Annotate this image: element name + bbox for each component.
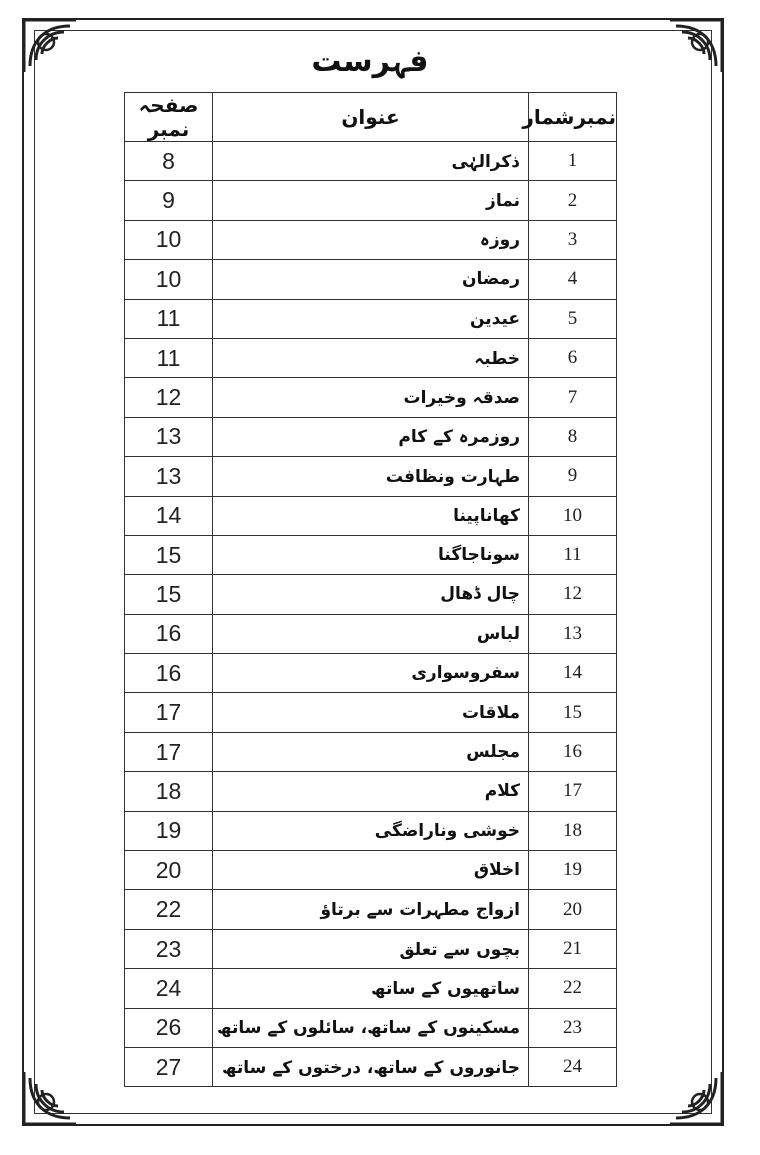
table-body bbox=[125, 142, 617, 1087]
serial-number-cell: 8 bbox=[529, 417, 617, 456]
table-row bbox=[125, 260, 617, 299]
topic-title-cell: عیدین bbox=[213, 299, 529, 338]
page-number-cell: 10 bbox=[125, 220, 213, 259]
serial-number-cell: 6 bbox=[529, 338, 617, 377]
serial-number-cell: 14 bbox=[529, 654, 617, 693]
topic-title-cell: نماز bbox=[213, 181, 529, 220]
topic-title-cell: لباس bbox=[213, 614, 529, 653]
header-serial: نمبرشمار bbox=[529, 93, 617, 142]
page-number-cell: 24 bbox=[125, 969, 213, 1008]
table-row bbox=[125, 181, 617, 220]
page-number-cell: 11 bbox=[125, 299, 213, 338]
page-number-cell: 10 bbox=[125, 260, 213, 299]
topic-title-cell: مسکینوں کے ساتھ، سائلوں کے ساتھ bbox=[213, 1008, 529, 1047]
serial-number-cell: 17 bbox=[529, 772, 617, 811]
serial-number-cell: 21 bbox=[529, 929, 617, 968]
page-number-cell: 8 bbox=[125, 142, 213, 181]
page-number-cell: 14 bbox=[125, 496, 213, 535]
table-row bbox=[125, 575, 617, 614]
topic-title-cell: کھاناپینا bbox=[213, 496, 529, 535]
serial-number-cell: 5 bbox=[529, 299, 617, 338]
topic-title-cell: مجلس bbox=[213, 732, 529, 771]
topic-title-cell: جانوروں کے ساتھ، درختوں کے ساتھ bbox=[213, 1047, 529, 1086]
topic-title-cell: ذکرالہٰی bbox=[213, 142, 529, 181]
table-row bbox=[125, 535, 617, 574]
table-header-row bbox=[125, 93, 617, 142]
serial-number-cell: 22 bbox=[529, 969, 617, 1008]
serial-number-cell: 13 bbox=[529, 614, 617, 653]
page-number-cell: 26 bbox=[125, 1008, 213, 1047]
table-row bbox=[125, 614, 617, 653]
page-number-cell: 17 bbox=[125, 732, 213, 771]
topic-title-cell: خوشی وناراضگی bbox=[213, 811, 529, 850]
serial-number-cell: 10 bbox=[529, 496, 617, 535]
table-row bbox=[125, 654, 617, 693]
serial-number-cell: 1 bbox=[529, 142, 617, 181]
table-row bbox=[125, 220, 617, 259]
topic-title-cell: سفروسواری bbox=[213, 654, 529, 693]
topic-title-cell: کلام bbox=[213, 772, 529, 811]
serial-number-cell: 23 bbox=[529, 1008, 617, 1047]
header-topic: عنوان bbox=[213, 93, 529, 142]
corner-ornament-bottom-right bbox=[666, 1068, 726, 1128]
topic-title-cell: طہارت ونظافت bbox=[213, 457, 529, 496]
page-number-cell: 16 bbox=[125, 614, 213, 653]
table-row bbox=[125, 496, 617, 535]
table-row bbox=[125, 693, 617, 732]
topic-title-cell: ساتھیوں کے ساتھ bbox=[213, 969, 529, 1008]
table-row bbox=[125, 417, 617, 456]
serial-number-cell: 18 bbox=[529, 811, 617, 850]
topic-title-cell: اخلاق bbox=[213, 851, 529, 890]
table-row bbox=[125, 457, 617, 496]
page-number-cell: 12 bbox=[125, 378, 213, 417]
table-row bbox=[125, 772, 617, 811]
table-of-contents bbox=[124, 92, 617, 1087]
serial-number-cell: 19 bbox=[529, 851, 617, 890]
serial-number-cell: 12 bbox=[529, 575, 617, 614]
page-number-cell: 22 bbox=[125, 890, 213, 929]
page-number-cell: 23 bbox=[125, 929, 213, 968]
serial-number-cell: 3 bbox=[529, 220, 617, 259]
serial-number-cell: 24 bbox=[529, 1047, 617, 1086]
page-number-cell: 15 bbox=[125, 535, 213, 574]
topic-title-cell: ازواج مطہرات سے برتاؤ bbox=[213, 890, 529, 929]
page-number-cell: 18 bbox=[125, 772, 213, 811]
page-number-cell: 9 bbox=[125, 181, 213, 220]
serial-number-cell: 2 bbox=[529, 181, 617, 220]
page-number-cell: 13 bbox=[125, 457, 213, 496]
page-number-cell: 20 bbox=[125, 851, 213, 890]
header-page: صفحہ نمبر bbox=[125, 93, 213, 142]
page-number-cell: 16 bbox=[125, 654, 213, 693]
topic-title-cell: رمضان bbox=[213, 260, 529, 299]
table-row bbox=[125, 732, 617, 771]
table-row bbox=[125, 969, 617, 1008]
topic-title-cell: روزہ bbox=[213, 220, 529, 259]
page-title: فہرست bbox=[311, 44, 429, 79]
page-number-cell: 27 bbox=[125, 1047, 213, 1086]
table-row bbox=[125, 142, 617, 181]
table-row bbox=[125, 1047, 617, 1086]
serial-number-cell: 11 bbox=[529, 535, 617, 574]
table-row bbox=[125, 929, 617, 968]
table-row bbox=[125, 1008, 617, 1047]
topic-title-cell: بچوں سے تعلق bbox=[213, 929, 529, 968]
page-number-cell: 15 bbox=[125, 575, 213, 614]
table-row bbox=[125, 338, 617, 377]
serial-number-cell: 7 bbox=[529, 378, 617, 417]
topic-title-cell: ملاقات bbox=[213, 693, 529, 732]
serial-number-cell: 15 bbox=[529, 693, 617, 732]
page-number-cell: 11 bbox=[125, 338, 213, 377]
topic-title-cell: روزمرہ کے کام bbox=[213, 417, 529, 456]
serial-number-cell: 9 bbox=[529, 457, 617, 496]
table-row bbox=[125, 811, 617, 850]
topic-title-cell: سوناجاگنا bbox=[213, 535, 529, 574]
page-number-cell: 19 bbox=[125, 811, 213, 850]
topic-title-cell: خطبہ bbox=[213, 338, 529, 377]
table-row bbox=[125, 890, 617, 929]
corner-ornament-bottom-left bbox=[20, 1068, 80, 1128]
serial-number-cell: 20 bbox=[529, 890, 617, 929]
topic-title-cell: صدقہ وخیرات bbox=[213, 378, 529, 417]
serial-number-cell: 16 bbox=[529, 732, 617, 771]
table-row bbox=[125, 378, 617, 417]
table-row bbox=[125, 851, 617, 890]
page-number-cell: 17 bbox=[125, 693, 213, 732]
table-row bbox=[125, 299, 617, 338]
serial-number-cell: 4 bbox=[529, 260, 617, 299]
topic-title-cell: چال ڈھال bbox=[213, 575, 529, 614]
page-number-cell: 13 bbox=[125, 417, 213, 456]
